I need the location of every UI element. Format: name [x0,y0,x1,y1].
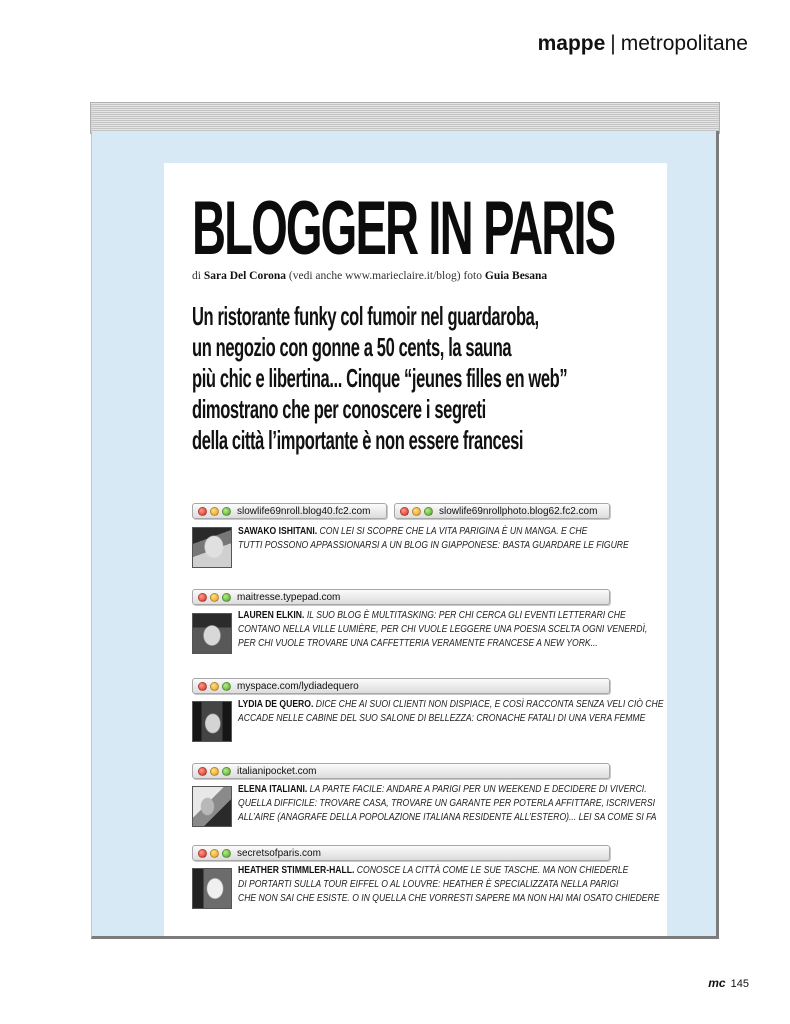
blogger-portrait-photo [192,613,232,654]
lede-line: della città l’importante è non essere francesi [192,425,524,455]
blogger-portrait-photo [192,527,232,568]
page-stack-stripes [90,102,720,134]
window-minimize-dot-icon [210,682,219,691]
caption-text: CONOSCE LA CITTÀ COME LE SUE TASCHE. MA NON CHIEDERLE [356,865,629,876]
magazine-logo: mc [708,976,726,990]
browser-url-bar[interactable] [192,503,387,519]
window-zoom-dot-icon [222,682,231,691]
blog-url[interactable]: myspace.com/lydiadequero [237,680,359,692]
window-minimize-dot-icon [210,767,219,776]
blogger-name: LYDIA DE QUERO. [238,699,314,710]
browser-url-bar[interactable] [192,845,610,861]
photo-prefix: foto [463,270,482,282]
caption-text: CONTANO NELLA VILLE LUMIÈRE, PER CHI VUOLE LEGGERE UNA POESIA SCELTA OGNI VENERDÌ, [238,623,648,635]
caption-text: ALL’AIRE (ANAGRAFE DELLA POPOLAZIONE ITALIANA RESIDENTE ALL’ESTERO)... LEI SA COME SI FA [238,811,657,823]
lede [192,301,649,456]
browser-url-bar[interactable] [192,589,610,605]
lede-line: un negozio con gonne a 50 cents, la sauna [192,332,512,362]
browser-url-bar[interactable] [192,763,610,779]
blog-url[interactable]: secretsofparis.com [237,847,321,859]
section-separator: | [610,32,616,55]
caption-text: DI PORTARTI SULLA TOUR EIFFEL O AL LOUVRE: HEATHER È SPECIALIZZATA NELLA PARIGI [238,878,619,890]
window-zoom-dot-icon [222,849,231,858]
caption-text: ACCADE NELLE CABINE DEL SUO SALONE DI BELLEZZA: CRONACHE FATALI DI UNA VERA FEMME [238,712,646,724]
caption-text: CHE NON SAI CHE ESISTE. O IN QUELLA CHE VORRESTI SAPERE MA NON HAI MAI OSATO CHIEDERE [238,892,660,904]
browser-url-bar[interactable] [192,678,610,694]
blogger-caption [238,525,692,553]
browser-url-bar[interactable] [394,503,610,519]
byline [192,270,547,282]
window-close-dot-icon [198,849,207,858]
caption-text: DICE CHE AI SUOI CLIENTI NON DISPIACE, E COSÌ RACCONTA SENZA VELI CIÒ CHE [315,699,664,710]
blogger-caption [238,783,725,824]
photographer-name: Guia Besana [484,270,548,282]
blogger-caption [238,864,728,905]
blogger-portrait-photo [192,701,232,742]
window-close-dot-icon [198,593,207,602]
blogger-name: ELENA ITALIANI. [238,784,308,795]
blogger-caption [238,609,714,650]
blogger-name: LAUREN ELKIN. [238,610,305,621]
lede-line: dimostrano che per conoscere i segreti [192,394,486,424]
window-close-dot-icon [198,507,207,516]
lede-line: più chic e libertina... Cinque “jeunes filles en web” [192,363,568,393]
page-folio [708,976,749,990]
blog-url[interactable]: italianipocket.com [237,765,317,777]
blog-url[interactable]: maitresse.typepad.com [237,591,341,603]
window-close-dot-icon [400,507,409,516]
window-minimize-dot-icon [210,507,219,516]
byline-note: (vedi anche www.marieclaire.it/blog) [288,270,461,282]
blog-url[interactable]: slowlife69nroll.blog40.fc2.com [237,505,371,517]
caption-text: CON LEI SI SCOPRE CHE LA VITA PARIGINA È UN MANGA. E CHE [319,526,588,537]
caption-text: PER CHI VUOLE TROVARE UNA CAFFETTERIA VERAMENTE FRANCESE A NEW YORK... [238,637,598,649]
window-zoom-dot-icon [222,593,231,602]
author-name: Sara Del Corona [203,270,287,282]
window-minimize-dot-icon [210,849,219,858]
section-label: mappe [537,32,606,55]
section-name: metropolitane [620,32,748,55]
caption-text: LA PARTE FACILE: ANDARE A PARIGI PER UN WEEKEND E DECIDERE DI VIVERCI. [309,784,647,795]
byline-prefix: di [192,270,201,282]
blog-url[interactable]: slowlife69nrollphoto.blog62.fc2.com [439,505,598,517]
headline: BLOGGER IN PARIS [192,186,615,271]
window-zoom-dot-icon [222,507,231,516]
lede-line: Un ristorante funky col fumoir nel guardaroba, [192,301,539,331]
blogger-portrait-photo [192,786,232,827]
caption-text: IL SUO BLOG È MULTITASKING: PER CHI CERCA GLI EVENTI LETTERARI CHE [306,610,626,621]
window-zoom-dot-icon [424,507,433,516]
window-close-dot-icon [198,767,207,776]
blogger-name: SAWAKO ISHITANI. [238,526,318,537]
window-minimize-dot-icon [412,507,421,516]
section-header [538,32,748,56]
page-number: 145 [730,978,749,990]
caption-text: QUELLA DIFFICILE: TROVARE CASA, TROVARE UN GARANTE PER POTERLA AFFITTARE, ISCRIVERSI [238,797,656,809]
caption-text: TUTTI POSSONO APPASSIONARSI A UN BLOG IN GIAPPONESE: BASTA GUARDARE LE FIGURE [238,539,629,551]
window-minimize-dot-icon [210,593,219,602]
blogger-portrait-photo [192,868,232,909]
window-close-dot-icon [198,682,207,691]
blogger-name: HEATHER STIMMLER-HALL. [238,865,355,876]
window-zoom-dot-icon [222,767,231,776]
blogger-caption [238,698,733,726]
